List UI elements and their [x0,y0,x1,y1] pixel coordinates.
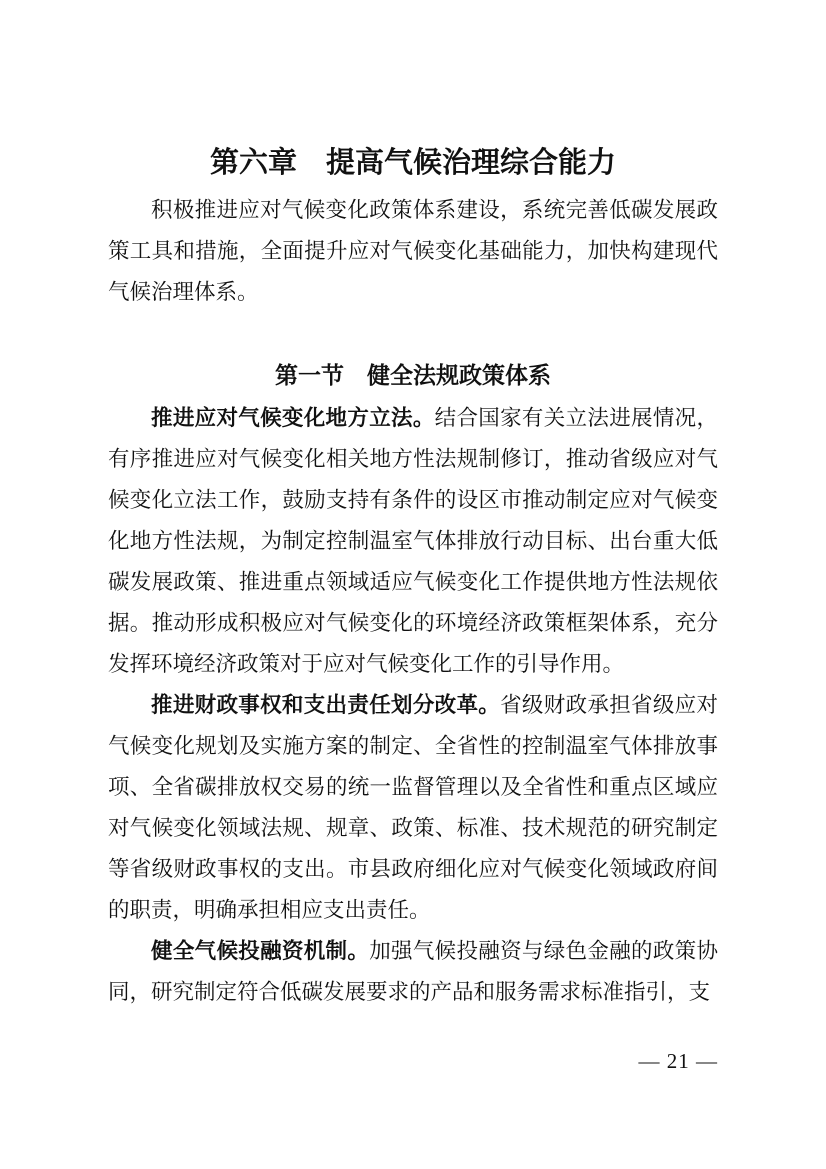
chapter-title: 第六章 提高气候治理综合能力 [209,147,616,180]
paragraph [108,931,718,1013]
intro-section [108,190,718,313]
paragraph-body: 结合国家有关立法进展情况，有序推进应对气候变化相关地方性法规制修订，推动省级应对气候变化立法工作，鼓励支持有条件的设区市推动制定应对气候变化地方性法规，为制定控制温室气体排放行动目标、出台重大低碳发展政策、推进重点领域适应气候变化工作提供地方性法规依据。推动形成积极应对气候变化的环境经济政策框架体系，充分发挥环境经济政策对于应对气候变化工作的引导作用。 [108,406,718,676]
paragraph-lead: 推进财政事权和支出责任划分改革。 [151,693,501,717]
page-number: — 21 — [638,1049,718,1073]
paragraph-lead: 推进应对气候变化地方立法。 [151,406,435,430]
paragraph-body: 省级财政承担省级应对气候变化规划及实施方案的制定、全省性的控制温室气体排放事项、全省碳排放权交易的统一监督管理以及全省性和重点区域应对气候变化领域法规、规章、政策、标准、技术规范的研究制定等省级财政事权的支出。市县政府细化应对气候变化领域政府间的职责，明确承担相应支出责任。 [108,693,718,922]
paragraph-body: 加强气候投融资与绿色金融的政策协同，研究制定符合低碳发展要求的产品和服务需求标准指引，支 [108,939,718,1004]
paragraph [108,398,718,685]
section-body [108,398,718,1013]
section-title: 第一节 健全法规政策体系 [275,362,551,389]
paragraph-lead: 健全气候投融资机制。 [151,939,370,963]
intro-paragraph: 积极推进应对气候变化政策体系建设，系统完善低碳发展政策工具和措施，全面提升应对气候变化基础能力，加快构建现代气候治理体系。 [108,198,718,304]
paragraph [108,685,718,931]
